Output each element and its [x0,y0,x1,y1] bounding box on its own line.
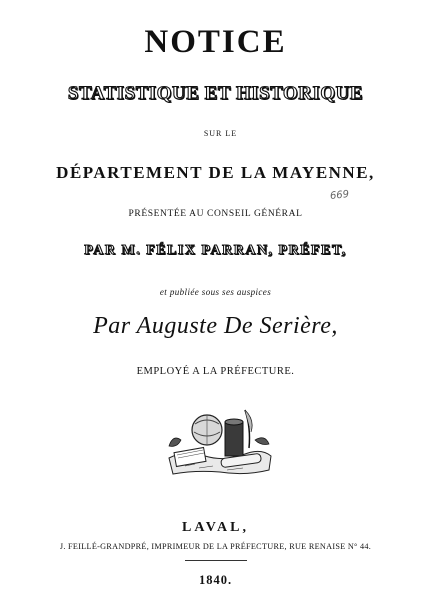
published-line: et publiée sous ses auspices [159,287,272,297]
handwritten-note: 669 [329,189,350,202]
employee-line: EMPLOYÉ A LA PRÉFECTURE. [136,366,295,377]
divider-rule [185,560,247,561]
city-line: LAVAL, [182,520,249,535]
author-line: PAR M. FÉLIX PARRAN, PRÉFET, [84,243,347,258]
ornamental-vignette-icon [165,400,275,480]
book-subtitle: STATISTIQUE ET HISTORIQUE [67,83,364,104]
year-line: 1840. [198,573,233,587]
printer-line: J. FEILLÉ-GRANDPRÉ, IMPRIMEUR DE LA PRÉFECTURE, RUE RENAISE N° 44. [59,542,372,551]
connector-text: SUR LE [203,129,238,138]
by-line: Par Auguste De Serière, [93,313,338,339]
presented-line: PRÉSENTÉE AU CONSEIL GÉNÉRAL [128,209,303,219]
book-title: NOTICE [144,24,287,60]
department-line: DÉPARTEMENT DE LA MAYENNE, [56,163,375,182]
